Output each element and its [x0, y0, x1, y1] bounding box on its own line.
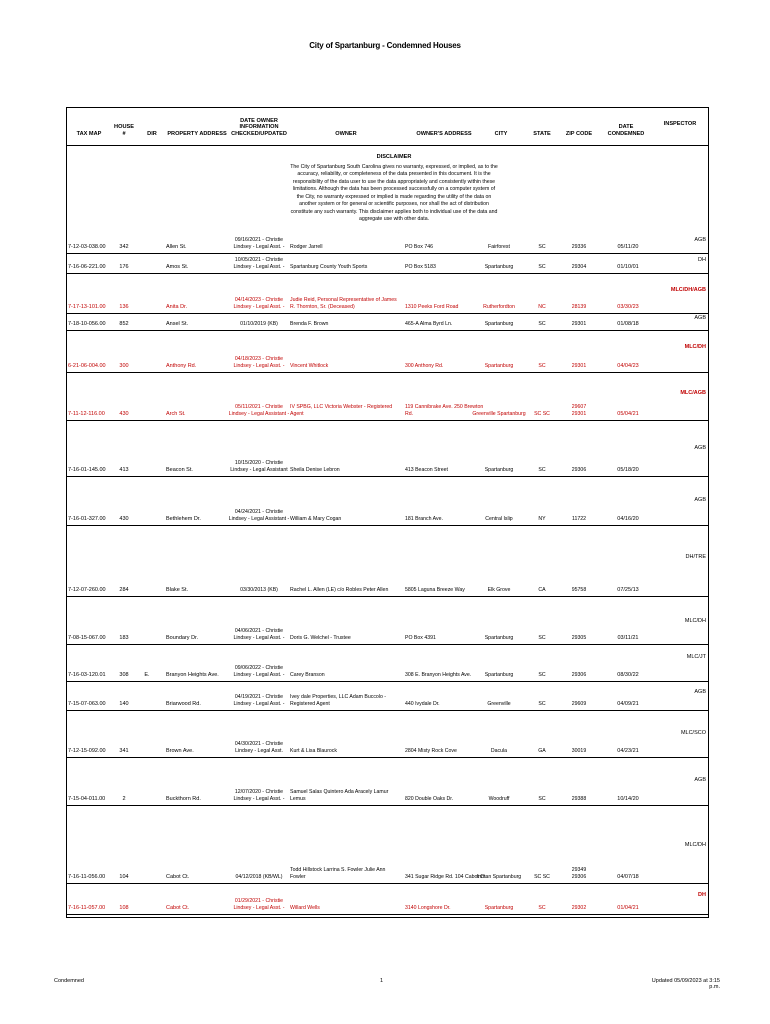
row-divider: [66, 420, 709, 421]
cell-tax-map: 7-16-06-221.00: [68, 264, 106, 270]
cell-state: SC: [538, 904, 546, 911]
cell-property-address: Blake St.: [166, 587, 189, 593]
row-divider: [66, 596, 709, 597]
row-divider: [66, 805, 709, 806]
cell-state: SC: [538, 795, 546, 802]
cell-zip: 29349 29306: [571, 867, 587, 880]
cell-property-address: Boundary Dr.: [166, 635, 199, 641]
cell-zip: 29388: [571, 795, 587, 802]
cell-date-checked: 10/15/2020 - Christie Lindsey - Legal Assistant: [230, 460, 288, 473]
cell-property-address: Allen St.: [166, 244, 187, 250]
header-tax-map: TAX MAP: [76, 130, 102, 137]
cell-inspector: DH: [698, 892, 706, 898]
cell-inspector: AGB: [694, 315, 706, 321]
cell-house-number: 413: [119, 467, 129, 473]
row-divider: [66, 883, 709, 884]
cell-owners-address: 119 Cannibrake Ave. 250 Brewton Rd.: [405, 404, 484, 417]
cell-city: Greenville: [487, 700, 511, 707]
cell-zip: 29301: [571, 320, 587, 327]
cell-state: NC: [538, 303, 546, 310]
cell-city: Inman Spartanburg: [476, 873, 522, 880]
cell-date-checked: 04/30/2021 - Christie Lindsey - Legal Asst.: [234, 741, 284, 754]
header-date-condemned: DATE CONDEMNED: [607, 124, 645, 137]
header-date-owner: DATE OWNER INFORMATION CHECKED/UPDATED: [231, 117, 287, 137]
cell-tax-map: 7-15-04-011.00: [68, 796, 106, 802]
cell-zip: 29306: [571, 466, 587, 473]
cell-city: Elk Grove: [487, 586, 511, 593]
cell-date-condemned: 03/30/23: [617, 304, 639, 310]
cell-inspector: MLC/JT: [686, 654, 706, 660]
cell-state: SC: [538, 263, 546, 270]
cell-zip: 11722: [571, 515, 587, 522]
cell-inspector: MLC/DH: [684, 842, 706, 848]
cell-date-condemned: 01/08/18: [617, 321, 639, 327]
cell-date-condemned: 04/07/18: [617, 874, 639, 880]
disclaimer-title: DISCLAIMER: [376, 154, 412, 160]
cell-house-number: 300: [119, 363, 129, 369]
cell-owner: Carey Branson: [290, 671, 325, 678]
cell-city: Spartanburg: [484, 362, 514, 369]
cell-city: Spartanburg: [484, 320, 514, 327]
cell-owner: Ivey dale Properties, LLC Adam Buccolo - Registered Agent: [290, 694, 387, 707]
cell-city: Spartanburg: [484, 904, 514, 911]
cell-inspector: MLC/DH/AGB: [670, 287, 706, 293]
row-divider: [66, 681, 709, 682]
cell-inspector: MLC/SCO: [680, 730, 706, 736]
cell-property-address: Briarwood Rd.: [166, 701, 201, 707]
cell-inspector: AGB: [694, 689, 706, 695]
cell-zip: 29305: [571, 634, 587, 641]
cell-owners-address: 181 Branch Ave.: [405, 515, 443, 522]
cell-date-checked: 04/12/2018 (KB/WL): [235, 873, 283, 880]
cell-property-address: Branyon Heights Ave.: [166, 672, 219, 678]
cell-city: Spartanburg: [484, 671, 514, 678]
cell-house-number: 284: [119, 587, 129, 593]
cell-owner: IV SPBG, LLC Victoria Webster - Registered Agent: [290, 404, 393, 417]
cell-property-address: Amos St.: [166, 264, 189, 270]
cell-city: Spartanburg: [484, 466, 514, 473]
header-divider: [66, 145, 709, 146]
cell-owners-address: 341 Sugar Ridge Rd. 104 Cabot Ct.: [405, 873, 487, 880]
cell-state: SC: [538, 320, 546, 327]
cell-owner: Judie Reid, Personal Representative of James R. Thornton, Sr. (Deceased): [290, 297, 397, 310]
row-divider: [66, 273, 709, 274]
row-divider: [66, 476, 709, 477]
page-title: City of Spartanburg - Condemned Houses: [309, 41, 461, 50]
row-divider: [66, 757, 709, 758]
row-divider: [66, 372, 709, 373]
cell-owners-address: PO Box 746: [405, 243, 433, 250]
cell-house-number: 852: [119, 321, 129, 327]
cell-inspector: AGB: [694, 777, 706, 783]
cell-owner: Willard Wells: [290, 904, 320, 911]
cell-property-address: Ansel St.: [166, 321, 189, 327]
cell-state: NY: [538, 515, 546, 522]
cell-owner: Samuel Salas Quintero Ada Aracely Lamur Lemus: [290, 789, 389, 802]
cell-owners-address: 413 Beacon Street: [405, 466, 448, 473]
cell-state: GA: [538, 747, 546, 754]
cell-zip: 29607 29301: [571, 404, 587, 417]
cell-date-condemned: 04/09/21: [617, 701, 639, 707]
header-state: STATE: [533, 130, 551, 137]
cell-zip: 30019: [571, 747, 587, 754]
cell-date-checked: 05/11/2021 - Christie Lindsey - Legal Assistant -: [228, 404, 290, 417]
row-divider: [66, 914, 709, 915]
header-inspector: INSPECTOR: [663, 120, 697, 127]
cell-state: SC SC: [534, 873, 550, 880]
cell-owner: Spartanburg County Youth Sports: [290, 263, 368, 270]
row-divider: [66, 710, 709, 711]
footer-updated: Updated 05/09/2023 at 3:15 p.m.: [651, 978, 720, 990]
cell-date-condemned: 04/04/23: [617, 363, 639, 369]
cell-house-number: 341: [119, 748, 129, 754]
cell-zip: 29306: [571, 671, 587, 678]
cell-tax-map: 7-16-01-145.00: [68, 467, 106, 473]
cell-tax-map: 7-12-07-260.00: [68, 587, 106, 593]
cell-house-number: 108: [119, 905, 129, 911]
cell-tax-map: 7-16-01-327.00: [68, 516, 106, 522]
cell-house-number: 2: [122, 796, 126, 802]
cell-state: SC: [538, 362, 546, 369]
cell-zip: 29302: [571, 904, 587, 911]
cell-owner: Sheila Denise Lebron: [290, 466, 340, 473]
cell-tax-map: 7-15-07-063.00: [68, 701, 106, 707]
cell-owner: Todd Hillstock Larrina S. Fowler Julie Ann Fowler: [290, 867, 386, 880]
cell-date-checked: 09/06/2022 - Christie Lindsey - Legal Asst. -: [233, 665, 285, 678]
cell-inspector: MLC/DH: [684, 344, 706, 350]
row-divider: [66, 644, 709, 645]
cell-date-checked: 04/24/2021 - Christie Lindsey - Legal Assistant -: [228, 509, 290, 522]
cell-date-condemned: 10/14/20: [617, 796, 639, 802]
cell-zip: 28139: [571, 303, 587, 310]
cell-owner: William & Mary Cogan: [290, 515, 342, 522]
cell-owners-address: 820 Double Oaks Dr.: [405, 795, 454, 802]
cell-zip: 29304: [571, 263, 587, 270]
cell-house-number: 136: [119, 304, 129, 310]
cell-city: Greenville Spartanburg: [472, 410, 526, 417]
cell-date-checked: 03/30/2013 (KB): [240, 586, 278, 593]
cell-house-number: 104: [119, 874, 129, 880]
cell-zip: 29336: [571, 243, 587, 250]
cell-owners-address: 2804 Misty Rock Cove: [405, 747, 457, 754]
cell-owners-address: 465-A Alma Byrd Ln.: [405, 320, 453, 327]
cell-dir: E.: [144, 672, 150, 678]
cell-house-number: 308: [119, 672, 129, 678]
cell-owner: Rachel L. Allen (LE) c/o Robles Peter Allen: [290, 586, 389, 593]
header-dir: DIR: [147, 130, 157, 137]
cell-tax-map: 7-08-15-067.00: [68, 635, 106, 641]
cell-date-condemned: 07/25/13: [617, 587, 639, 593]
cell-date-checked: 04/14/2023 - Christie Lindsey - Legal Asst. -: [233, 297, 285, 310]
cell-city: Spartanburg: [484, 634, 514, 641]
cell-property-address: Brown Ave.: [166, 748, 194, 754]
disclaimer: [290, 154, 498, 224]
cell-owners-address: PO Box 4391: [405, 634, 436, 641]
cell-inspector: MLC/DH: [684, 618, 706, 624]
cell-house-number: 176: [119, 264, 129, 270]
header-property-address: PROPERTY ADDRESS: [167, 130, 227, 137]
cell-owner: Doris G. Welchel - Trustee: [290, 634, 351, 641]
cell-owners-address: PO Box 5183: [405, 263, 436, 270]
cell-house-number: 430: [119, 411, 129, 417]
cell-tax-map: 7-12-15-092.00: [68, 748, 106, 754]
cell-date-checked: 04/06/2021 - Christie Lindsey - Legal Asst. -: [233, 628, 285, 641]
cell-property-address: Cabot Ct.: [166, 874, 190, 880]
cell-date-condemned: 08/30/22: [617, 672, 639, 678]
cell-tax-map: 7-17-13-101.00: [68, 304, 106, 310]
cell-city: Rutherfordton: [483, 303, 515, 310]
cell-date-checked: 12/07/2020 - Christie Lindsey - Legal Asst. -: [233, 789, 285, 802]
header-owners-address: OWNER'S ADDRESS: [416, 130, 472, 137]
cell-date-condemned: 05/18/20: [617, 467, 639, 473]
cell-tax-map: 7-16-11-056.00: [68, 874, 106, 880]
cell-property-address: Beacon St.: [166, 467, 193, 473]
cell-city: Dacula: [490, 747, 508, 754]
cell-inspector: DH/TRE: [685, 554, 706, 560]
cell-date-condemned: 05/04/21: [617, 411, 639, 417]
cell-owners-address: 308 E. Branyon Heights Ave.: [405, 671, 472, 678]
cell-date-checked: 01/10/2019 (KB): [240, 320, 278, 327]
cell-house-number: 140: [119, 701, 129, 707]
cell-state: SC: [538, 243, 546, 250]
cell-zip: 29609: [571, 700, 587, 707]
cell-date-checked: 04/19/2021 - Christie Lindsey - Legal Asst. -: [233, 694, 285, 707]
cell-date-condemned: 05/11/20: [617, 244, 639, 250]
cell-inspector: AGB: [694, 497, 706, 503]
cell-house-number: 342: [119, 244, 129, 250]
cell-state: SC: [538, 466, 546, 473]
cell-date-checked: 09/16/2021 - Christie Lindsey - Legal Asst. -: [233, 237, 285, 250]
cell-state: CA: [538, 586, 546, 593]
cell-state: SC: [538, 700, 546, 707]
cell-date-checked: 04/18/2023 - Christie Lindsey - Legal Asst. -: [233, 356, 285, 369]
cell-state: SC SC: [534, 410, 550, 417]
cell-property-address: Anita Dr.: [166, 304, 188, 310]
cell-state: SC: [538, 671, 546, 678]
cell-date-condemned: 04/23/21: [617, 748, 639, 754]
cell-owner: Kurt & Lisa Blaurock: [290, 747, 337, 754]
cell-date-checked: 01/29/2021 - Christie Lindsey - Legal Asst. -: [233, 898, 285, 911]
cell-zip: 95758: [571, 586, 587, 593]
cell-city: Central Islip: [485, 515, 513, 522]
cell-inspector: AGB: [694, 445, 706, 451]
header-zip: ZIP CODE: [565, 130, 593, 137]
cell-owner: Brenda F. Brown: [290, 320, 329, 327]
cell-city: Spartanburg: [484, 263, 514, 270]
cell-inspector: MLC/AGB: [680, 390, 706, 396]
cell-house-number: 430: [119, 516, 129, 522]
cell-owner: Rodger Jarrell: [290, 243, 323, 250]
row-divider: [66, 330, 709, 331]
cell-tax-map: 7-12-03-038.00: [68, 244, 106, 250]
cell-city: Woodruff: [488, 795, 510, 802]
cell-owners-address: 3140 Longshore Dr.: [405, 904, 451, 911]
cell-property-address: Buckthorn Rd.: [166, 796, 201, 802]
cell-state: SC: [538, 634, 546, 641]
cell-date-condemned: 03/11/21: [617, 635, 639, 641]
cell-city: Fairforest: [488, 243, 510, 250]
cell-tax-map: 6-21-06-004.00: [68, 363, 106, 369]
cell-property-address: Anthony Rd.: [166, 363, 197, 369]
cell-zip: 29301: [571, 362, 587, 369]
cell-tax-map: 7-18-10-056.00: [68, 321, 106, 327]
cell-owners-address: 1310 Peeks Ford Road: [405, 303, 459, 310]
cell-owners-address: 5805 Laguna Breeze Way: [405, 586, 465, 593]
cell-property-address: Arch St.: [166, 411, 186, 417]
cell-owners-address: 440 Ivydale Dr.: [405, 700, 440, 707]
cell-date-condemned: 04/16/20: [617, 516, 639, 522]
footer-page-number: 1: [380, 978, 384, 984]
cell-inspector: DH: [698, 257, 706, 263]
cell-inspector: AGB: [694, 237, 706, 243]
cell-owners-address: 300 Anthony Rd.: [405, 362, 444, 369]
cell-tax-map: 7-16-03-120.01: [68, 672, 106, 678]
cell-tax-map: 7-11-12-116.00: [68, 411, 105, 417]
header-owner: OWNER: [335, 130, 357, 137]
cell-house-number: 183: [119, 635, 129, 641]
disclaimer-text: The City of Spartanburg South Carolina gives no warranty, expressed, or implied, as to the accuracy, reliability, or completeness of the data presented in this document. It is the responsibility of the data user to use the data appropriately and consistently within these limitations. Although the data has been processed successfully on a computer system of the City, no warranty expressed or implied is made regarding the utility of the data on another system or for general or scientific purposes, nor shall the act of distribution constitute any such warranty. This disclaimer applies both to individual use of the data and aggregate use with other data.: [290, 163, 498, 222]
cell-property-address: Cabot Ct.: [166, 905, 190, 911]
cell-date-condemned: 01/04/21: [617, 905, 639, 911]
cell-property-address: Bethlehem Dr.: [166, 516, 201, 522]
cell-date-condemned: 01/10/01: [617, 264, 639, 270]
cell-owner: Vincent Whitlock: [290, 362, 329, 369]
header-house: HOUSE #: [114, 124, 134, 137]
header-city: CITY: [494, 130, 508, 137]
cell-tax-map: 7-16-11-057.00: [68, 905, 106, 911]
row-divider: [66, 525, 709, 526]
footer-sheet-name: Condemned: [54, 978, 84, 984]
cell-date-checked: 10/05/2021 - Christie Lindsey - Legal Asst. -: [233, 257, 285, 270]
